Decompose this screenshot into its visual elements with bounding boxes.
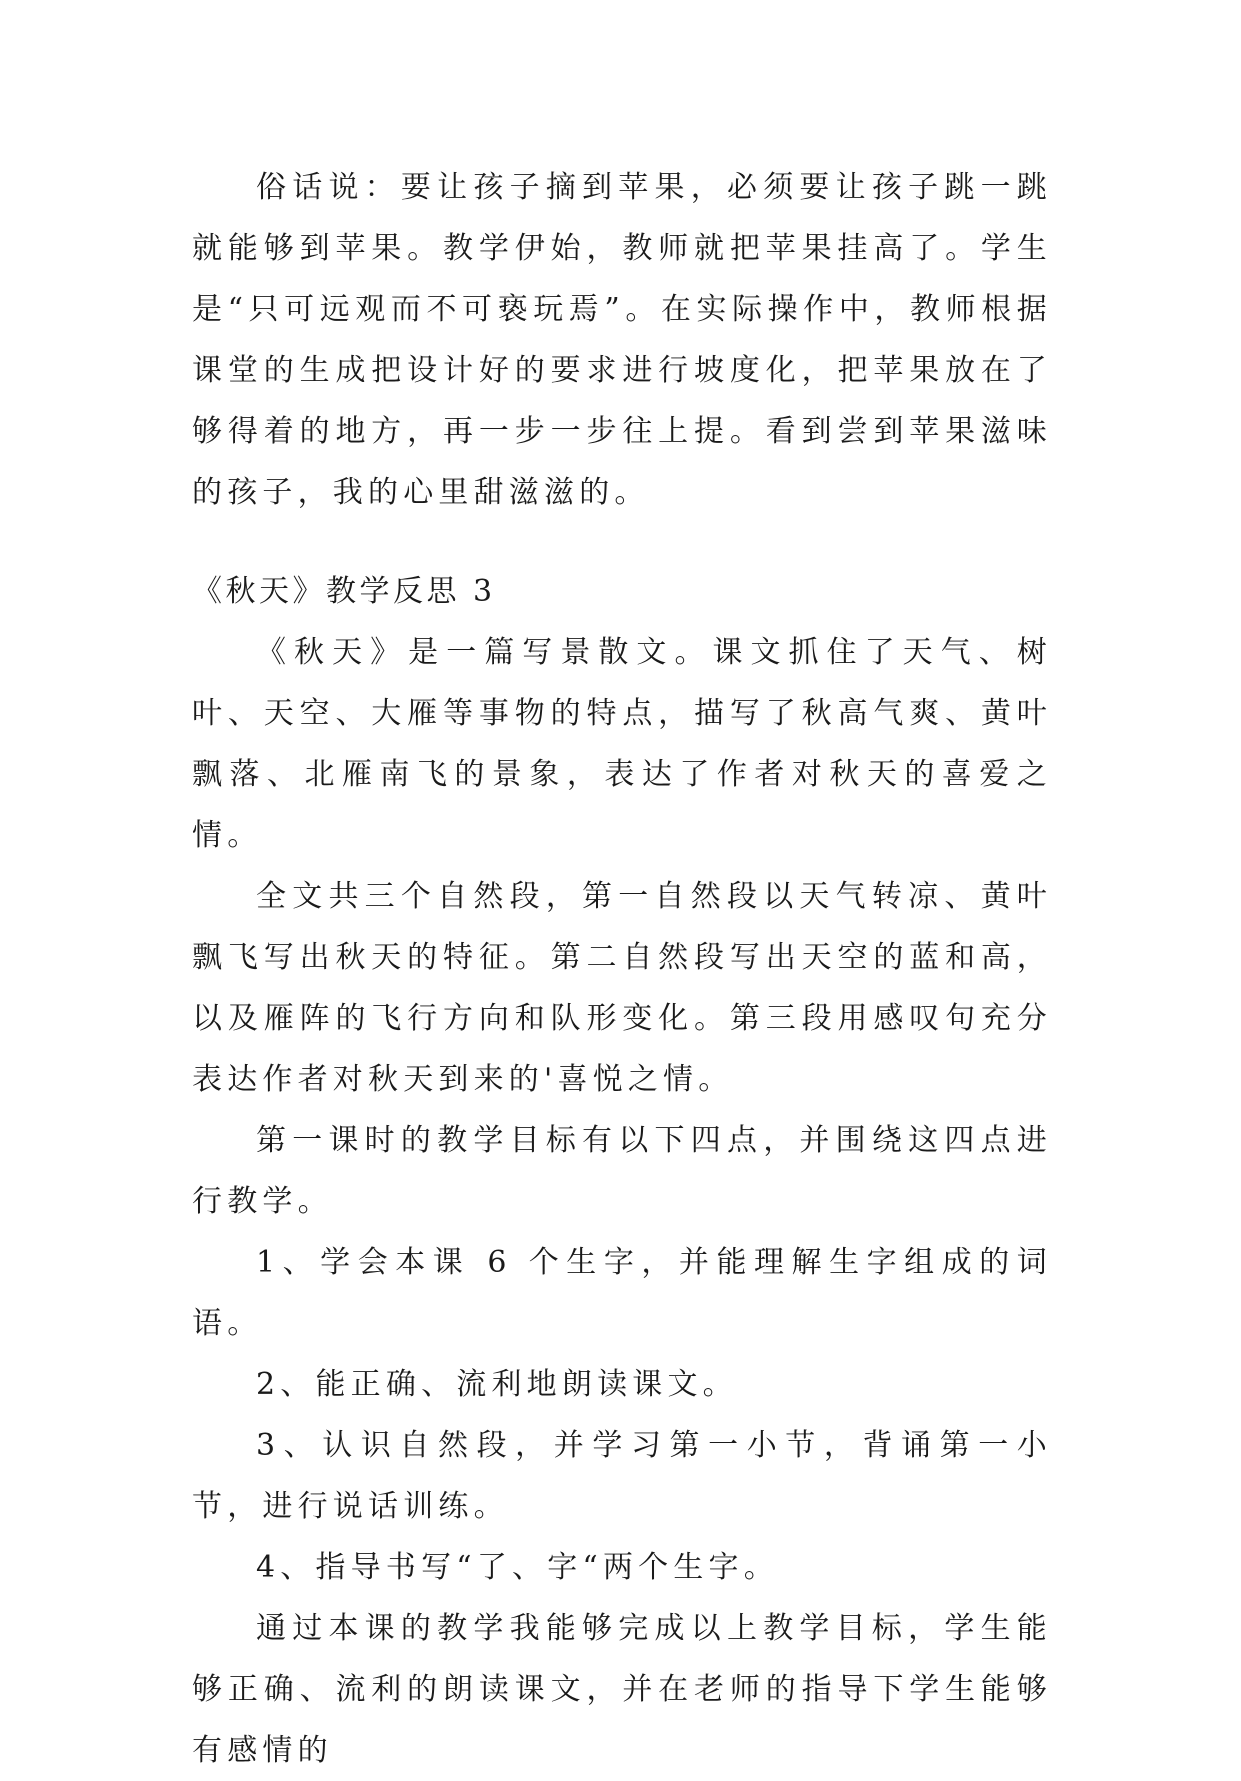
paragraph-intro: 俗话说：要让孩子摘到苹果，必须要让孩子跳一跳就能够到苹果。教学伊始，教师就把苹果挂高了。学生是“只可远观而不可亵玩焉”。在实际操作中，教师根据课堂的生成把设计好的要求进行坡度化，把苹果放在了够得着的地方，再一步一步往上提。看到尝到苹果滋味的孩子，我的心里甜滋滋的。: [192, 170, 1052, 510]
list-item: 1、学会本课 6 个生字，并能理解生字组成的词语。: [192, 1245, 1052, 1341]
paragraph: 通过本课的教学我能够完成以上教学目标，学生能够正确、流利的朗读课文，并在老师的指导下学生能够有感情的: [192, 1611, 1052, 1768]
paragraph: 全文共三个自然段，第一自然段以天气转凉、黄叶飘飞写出秋天的特征。第二自然段写出天空的蓝和高，以及雁阵的飞行方向和队形变化。第三段用感叹句充分表达作者对秋天到来的'喜悦之情。: [192, 879, 1052, 1097]
section-title: 《秋天》教学反思 3: [192, 574, 496, 609]
list-item: 3、认识自然段，并学习第一小节，背诵第一小节，进行说话训练。: [192, 1428, 1052, 1524]
text-block-intro: [192, 157, 1052, 523]
paragraph: 第一课时的教学目标有以下四点，并围绕这四点进行教学。: [192, 1123, 1052, 1219]
paragraph: 《秋天》是一篇写景散文。课文抓住了天气、树叶、天空、大雁等事物的特点，描写了秋高气爽、黄叶飘落、北雁南飞的景象，表达了作者对秋天的喜爱之情。: [192, 635, 1052, 853]
list-item: 4、指导书写“了、字“两个生字。: [256, 1550, 779, 1585]
list-item: 2、能正确、流利地朗读课文。: [256, 1367, 738, 1402]
text-block-section: [192, 561, 1052, 1781]
